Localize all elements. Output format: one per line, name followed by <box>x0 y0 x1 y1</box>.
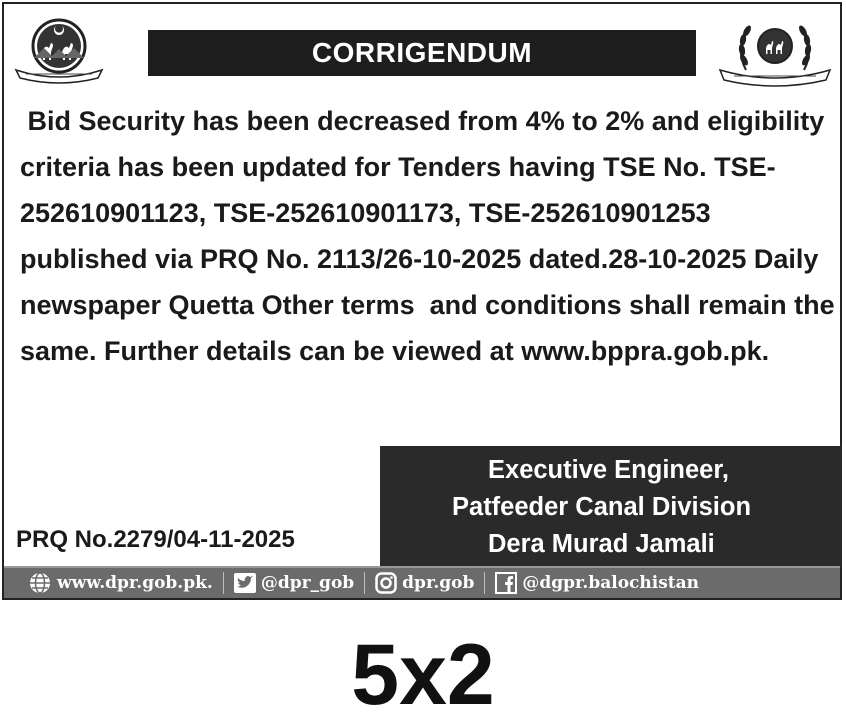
contact-footer <box>4 566 840 598</box>
dgpr-emblem-icon <box>716 10 834 90</box>
body-line: criteria has been updated for Tenders having TSE No. TSE- <box>20 152 776 182</box>
ad-size-label: 5x2 <box>351 627 495 723</box>
notice-body <box>20 98 835 374</box>
footer-divider <box>223 572 224 594</box>
footer-divider <box>484 572 485 594</box>
footer-website[interactable] <box>28 571 213 595</box>
footer-instagram[interactable] <box>375 572 474 594</box>
globe-icon <box>28 571 52 595</box>
body-line: same. Further details can be viewed at www.bppra.gob.pk. <box>20 336 770 366</box>
body-line: 252610901123, TSE-252610901173, TSE-252610901253 <box>20 198 711 228</box>
twitter-handle[interactable]: @dpr_gob <box>260 573 355 593</box>
body-line: published via PRQ No. 2113/26-10-2025 dated.28-10-2025 Daily <box>20 244 819 274</box>
signature-division: Patfeeder Canal Division <box>452 492 752 521</box>
body-line: Bid Security has been decreased from 4% to 2% and eligibility <box>20 106 825 136</box>
footer-facebook[interactable] <box>495 572 699 594</box>
instagram-handle[interactable]: dpr.gob <box>402 573 475 593</box>
footer-twitter[interactable] <box>234 573 354 593</box>
signature-block <box>380 446 842 568</box>
body-line: newspaper Quetta Other terms and conditions shall remain the <box>20 290 835 320</box>
instagram-icon <box>375 572 397 594</box>
facebook-handle[interactable]: @dgpr.balochistan <box>522 573 700 593</box>
facebook-icon <box>495 572 517 594</box>
signature-designation: Executive Engineer, <box>488 455 729 484</box>
footer-divider <box>364 572 365 594</box>
signature-location: Dera Murad Jamali <box>488 529 715 558</box>
twitter-icon <box>234 573 256 593</box>
website-link[interactable]: www.dpr.gob.pk. <box>57 573 213 593</box>
corrigendum-title: CORRIGENDUM <box>148 30 696 76</box>
balochistan-govt-emblem-icon <box>12 12 106 88</box>
prq-number: PRQ No.2279/04-11-2025 <box>16 526 295 553</box>
